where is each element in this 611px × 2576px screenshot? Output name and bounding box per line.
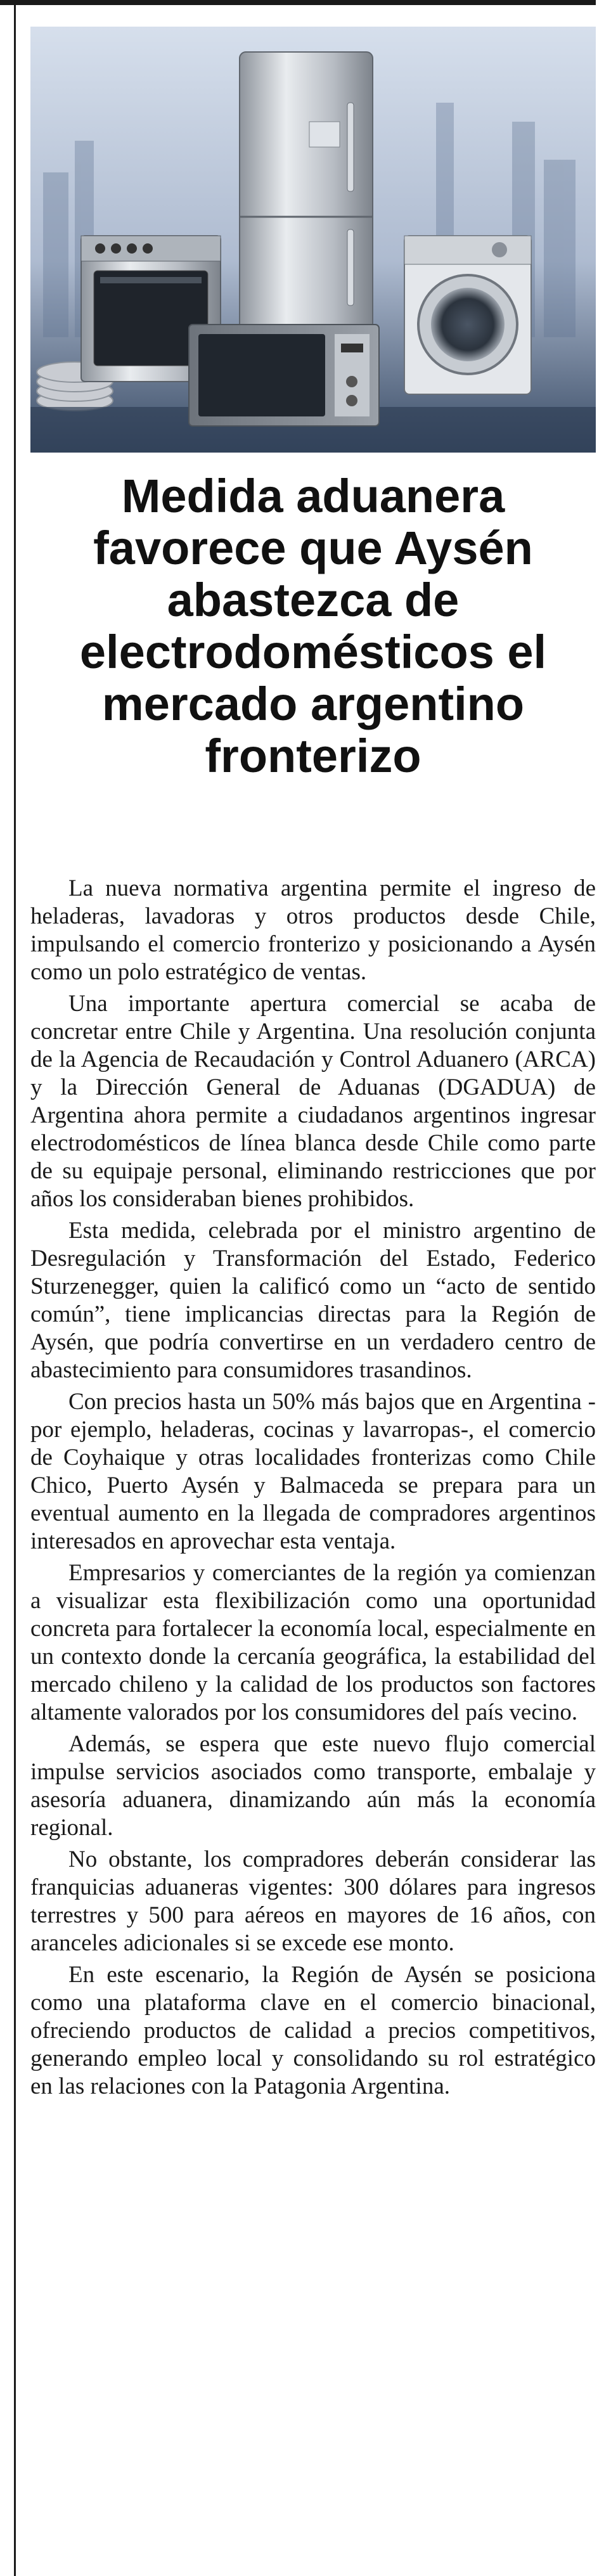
article-paragraph: No obstante, los compradores deberán considerar las franquicias aduaneras vigentes: 300 dólares para ingresos terrestres y 500 para aéreos en mayores de 16 años, con aranceles adicionales si se excede ese monto.: [30, 1846, 596, 1956]
appliances-illustration: [30, 27, 596, 453]
article-body: [30, 875, 596, 2104]
microwave-shape: [189, 325, 379, 426]
article-paragraph: Con precios hasta un 50% más bajos que en Argentina -por ejemplo, heladeras, cocinas y lavarropas-, el comercio de Coyhaique y otras localidades fronterizas como Chile Chico, Puerto Aysén y Balmaceda se prepara para un eventual aumento en la llegada de compradores argentinos interesados en aprovechar esta ventaja.: [30, 1389, 596, 1554]
refrigerator-shape: [240, 52, 373, 369]
article-paragraph: En este escenario, la Región de Aysén se posiciona como una plataforma clave en el comercio binacional, ofreciendo productos de calidad a precios competitivos, generando empleo local y consolidando su rol estratégico en las relaciones con la Patagonia Argentina.: [30, 1962, 596, 2099]
washing-machine-shape: [404, 236, 531, 394]
column-rule: [14, 0, 16, 2576]
article-paragraph: Empresarios y comerciantes de la región ya comienzan a visualizar esta flexibilización como una oportunidad concreta para fortalecer la economía local, especialmente en un contexto donde la cercanía geográfica, la estabilidad del mercado chileno y la calidad de los productos son factores altamente valorados por los consumidores del país vecino.: [30, 1560, 596, 1725]
article-paragraph: Además, se espera que este nuevo flujo comercial impulse servicios asociados como transporte, embalaje y asesoría aduanera, dinamizando aún más la economía regional.: [30, 1731, 596, 1841]
article-photo: [30, 27, 596, 453]
article-paragraph: La nueva normativa argentina permite el ingreso de heladeras, lavadoras y otros productos desde Chile, impulsando el comercio fronterizo y posicionando a Aysén como un polo estratégico de ventas.: [30, 875, 596, 985]
article-paragraph: Una importante apertura comercial se acaba de concretar entre Chile y Argentina. Una resolución conjunta de la Agencia de Recaudación y Control Aduanero (ARCA) y la Dirección General de Aduanas (DGADUA) de Argentina ahora permite a ciudadanos argentinos ingresar electrodomésticos de línea blanca desde Chile como parte de su equipaje personal, eliminando restricciones que por años los consideraban bienes prohibidos.: [30, 991, 596, 1212]
article-paragraph: Esta medida, celebrada por el ministro argentino de Desregulación y Transformación del Estado, Federico Sturzenegger, quien la calificó como un “acto de sentido común”, tiene implicancias directas para la Región de Aysén, que podría convertirse en un verdadero centro de abastecimiento para consumidores trasandinos.: [30, 1218, 596, 1383]
top-rule: [0, 0, 596, 5]
article-headline: Medida aduanera favorece que Aysén abastezca de electrodomésticos el mercado argentino fronterizo: [79, 470, 547, 782]
